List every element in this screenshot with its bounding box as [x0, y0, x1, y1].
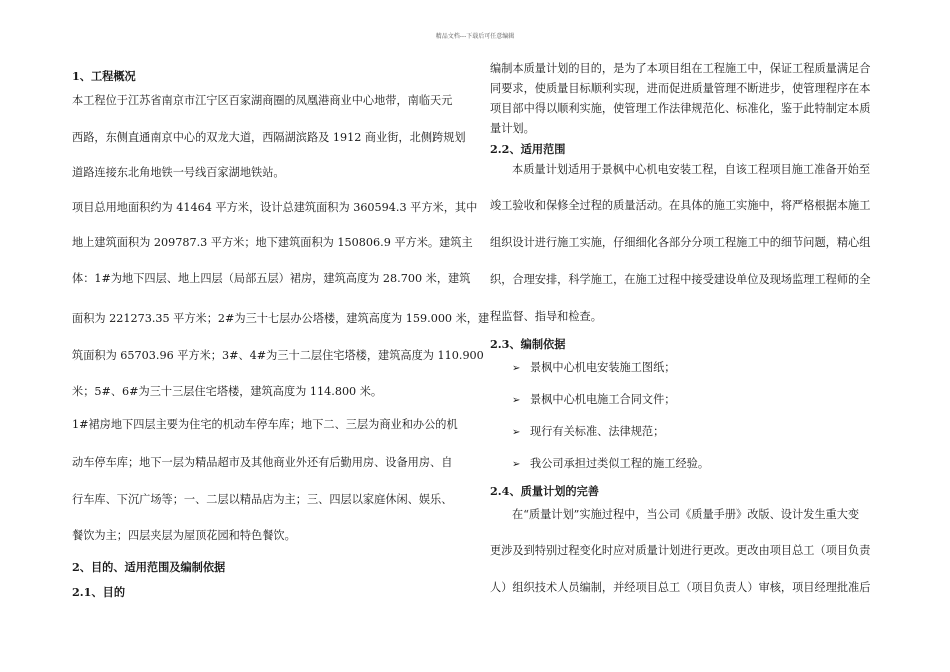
list-item-text: 景枫中心机电施工合同文件； [530, 393, 676, 406]
arrow-bullet-icon: ➢ [512, 427, 521, 438]
list-item [512, 425, 664, 440]
paragraph-line: 西路，东侧直通南京中心的双龙大道，西隔湖滨路及 1912 商业街，北侧跨规划 [72, 131, 466, 144]
list-item-text: 现行有关标准、法律规范； [530, 425, 665, 438]
paragraph-line: 本质量计划适用于景枫中心机电安装工程，自该工程项目施工准备开始至 [512, 163, 871, 176]
paragraph-line: 项目总用地面积约为 41464 平方米，设计总建筑面积为 360594.3 平方米，其中 [72, 201, 478, 214]
paragraph-line: 行车库、下沉广场等；一、二层以精品店为主；三、四层以家庭休闲、娱乐、 [72, 493, 453, 506]
list-item-text: 景枫中心机电安装施工图纸； [530, 361, 676, 374]
paragraph-line: 米；5#、6#为三十三层住宅塔楼，建筑高度为 114.800 米。 [72, 385, 383, 398]
paragraph-line: 体：1#为地下四层、地上四层（局部五层）裙房，建筑高度为 28.700 米，建筑 [72, 272, 471, 285]
paragraph-line: 面积为 221273.35 平方米；2#为三十七层办公塔楼，建筑高度为 159.000 米，建 [72, 312, 490, 325]
paragraph-line: 组织设计进行施工实施，仔细细化各部分分项工程施工中的细节问题，精心组 [490, 236, 871, 249]
paragraph-line: 同要求，使质量目标顺利实现，进而促进质量管理不断进步，使管理程序在本 [490, 82, 871, 95]
paragraph-line: 道路连接东北角地铁一号线百家湖地铁站。 [72, 166, 285, 179]
paragraph-line: 编制本质量计划的目的，是为了本项目组在工程施工中，保证工程质量满足合 [490, 62, 871, 75]
list-item [512, 361, 675, 376]
paragraph-line: 动车停车库；地下一层为精品超市及其他商业外还有后勤用房、设备用房、自 [72, 456, 453, 469]
section-2-1-heading: 2.1、目的 [72, 585, 126, 599]
paragraph-line: 竣工验收和保修全过程的质量活动。在具体的施工实施中，将严格根据本施工 [490, 199, 871, 212]
paragraph-line: 1#裙房地下四层主要为住宅的机动车停车库；地下二、三层为商业和办公的机 [72, 418, 458, 431]
paragraph-line: 程监督、指导和检查。 [490, 310, 602, 323]
section-2-2-heading: 2.2、适用范围 [490, 142, 566, 156]
list-item [512, 393, 675, 408]
paragraph-line: 在“质量计划”实施过程中，当公司《质量手册》改版、设计发生重大变 [512, 508, 860, 521]
paragraph-line: 量计划。 [490, 122, 535, 135]
paragraph-line: 项目部中得以顺利实施，使管理工作法律规范化、标准化，鉴于此特制定本质 [490, 102, 871, 115]
paragraph-line: 筑面积为 65703.96 平方米；3#、4#为三十二层住宅塔楼，建筑高度为 110.900 [72, 349, 484, 362]
paragraph-line: 本工程位于江苏省南京市江宁区百家湖商圈的凤凰港商业中心地带，南临天元 [72, 94, 453, 107]
arrow-bullet-icon: ➢ [512, 395, 521, 406]
section-2-3-heading: 2.3、编制依据 [490, 337, 566, 351]
list-item [512, 457, 709, 472]
paragraph-line: 织，合理安排，科学施工，在施工过程中接受建设单位及现场监理工程师的全 [490, 273, 871, 286]
paragraph-line: 更涉及到特别过程变化时应对质量计划进行更改。更改由项目总工（项目负责 [490, 544, 871, 557]
list-item-text: 我公司承担过类似工程的施工经验。 [530, 457, 710, 470]
arrow-bullet-icon: ➢ [512, 363, 521, 374]
paragraph-line: 人）组织技术人员编制，并经项目总工（项目负责人）审核，项目经理批准后 [490, 581, 871, 594]
page-header: 精品文档---下载后可任意编辑 [435, 33, 515, 40]
arrow-bullet-icon: ➢ [512, 459, 521, 470]
section-2-heading: 2、目的、适用范围及编制依据 [72, 560, 226, 574]
paragraph-line: 地上建筑面积为 209787.3 平方米；地下建筑面积为 150806.9 平方米。建筑主 [72, 236, 473, 249]
section-2-4-heading: 2.4、质量计划的完善 [490, 484, 599, 498]
section-1-heading: 1、工程概况 [72, 69, 136, 83]
paragraph-line: 餐饮为主；四层夹层为屋顶花园和特色餐饮。 [72, 529, 296, 542]
